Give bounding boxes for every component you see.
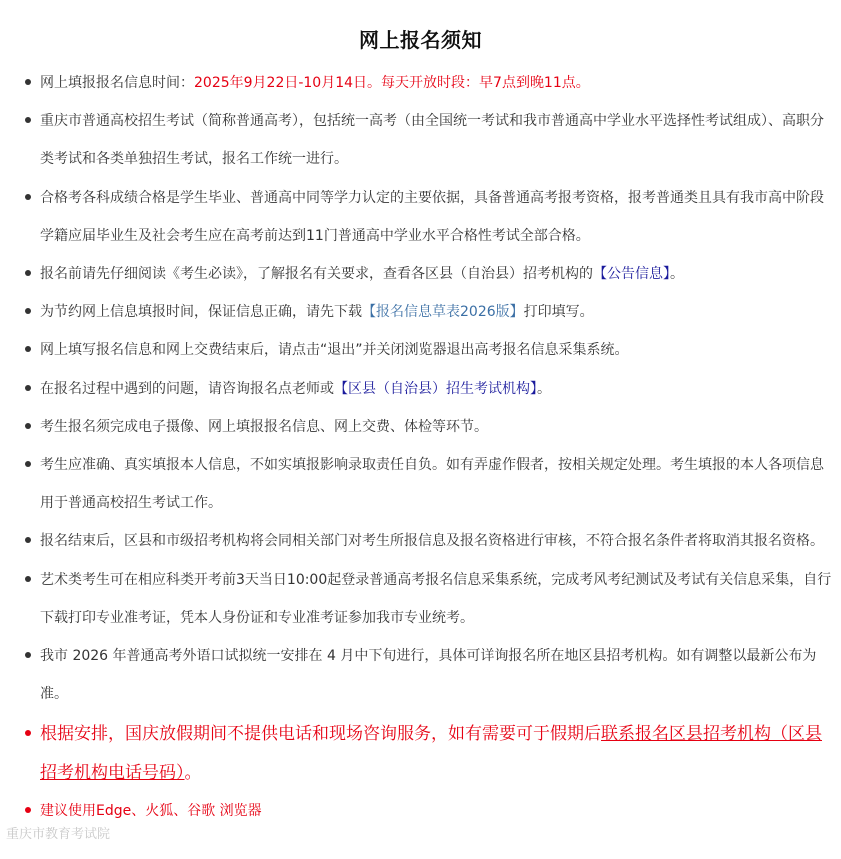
art-students-text: 艺术类考生可在相应科类开考前3天当日10:00起登录普通高考报名信息采集系统，完成考风考纪测试及考试有关信息采集，自行下载打印专业准考证，凭本人身份证和专业准考证参加我市专业统考。 — [40, 571, 832, 626]
list-item-browser-tip — [40, 792, 841, 830]
list-item-consult — [40, 370, 841, 408]
district-contact-link[interactable]: 联系报名区县招考机构（区县招考机构电话号码） — [40, 724, 822, 783]
list-item-truthful-info — [40, 446, 841, 522]
list-item-review — [40, 522, 841, 560]
exam-scope-text: 重庆市普通高校招生考试（简称普通高考），包括统一高考（由全国统一考试和我市普通高中学业水平选择性考试组成）、高职分类考试和各类单独招生考试，报名工作统一进行。 — [40, 113, 824, 168]
consult-end: 。 — [537, 380, 551, 397]
watermark: 重庆市教育考试院 — [6, 827, 111, 842]
download-form-end: 打印填写。 — [523, 304, 594, 321]
steps-text: 考生报名须完成电子摄像、网上填报报名信息、网上交费、体检等环节。 — [40, 418, 488, 435]
announcement-link[interactable]: 【公告信息】 — [593, 266, 670, 283]
list-item-qualification — [40, 179, 841, 255]
read-guide-end: 。 — [670, 266, 684, 283]
list-item-oral-exam — [40, 637, 841, 713]
review-text: 报名结束后，区县和市级招考机构将会同相关部门对考生所报信息及报名资格进行审核，不符合报名条件者将取消其报名资格。 — [40, 533, 824, 550]
district-exam-office-link[interactable]: 【区县（自治县）招生考试机构】 — [334, 380, 537, 397]
list-item-download-form — [40, 293, 841, 331]
list-item-holiday-notice — [40, 715, 841, 792]
truthful-info-text: 考生应准确、真实填报本人信息，不如实填报影响录取责任自负。如有弄虚作假者，按相关规定处理。考生填报的本人各项信息用于普通高校招生考试工作。 — [40, 457, 824, 512]
consult-text: 在报名过程中遇到的问题，请咨询报名点老师或 — [40, 380, 334, 397]
list-item-steps — [40, 408, 841, 446]
page-title: 网上报名须知 — [359, 28, 482, 52]
qualification-text: 合格考各科成绩合格是学生毕业、普通高中同等学力认定的主要依据，具备普通高考报考资格，报考普通类且具有我市高中阶段学籍应届毕业生及社会考生应在高考前达到11门普通高中学业水平合格性考试全部合格。 — [40, 189, 824, 244]
download-form-text: 为节约网上信息填报时间，保证信息正确，请先下载 — [40, 304, 362, 321]
list-item-exam-scope — [40, 102, 841, 178]
notice-list — [0, 64, 841, 831]
list-item-logout — [40, 331, 841, 369]
holiday-notice-end: 。 — [184, 762, 202, 783]
holiday-notice-text: 根据安排，国庆放假期间不提供电话和现场咨询服务，如有需要可于假期后 — [40, 724, 601, 745]
list-item-registration-time — [40, 64, 841, 102]
logout-text: 网上填写报名信息和网上交费结束后，请点击“退出”并关闭浏览器退出高考报名信息采集系统。 — [40, 342, 629, 359]
list-item-art-students — [40, 561, 841, 637]
registration-time-value: 2025年9月22日-10月14日。每天开放时段：早7点到晚11点。 — [194, 75, 590, 91]
draft-form-download-link[interactable]: 【报名信息草表2026版】 — [362, 304, 524, 321]
list-item-read-guide — [40, 255, 841, 293]
oral-exam-text: 我市 2026 年普通高考外语口试拟统一安排在 4 月中下旬进行，具体可详询报名所在地区县招考机构。如有调整以最新公布为准。 — [40, 648, 817, 703]
read-guide-text: 报名前请先仔细阅读《考生必读》，了解报名有关要求，查看各区县（自治县）招考机构的 — [40, 266, 593, 283]
browser-tip-text: 建议使用Edge、火狐、谷歌 浏览器 — [40, 803, 262, 820]
registration-time-label: 网上填报报名信息时间： — [40, 75, 194, 91]
